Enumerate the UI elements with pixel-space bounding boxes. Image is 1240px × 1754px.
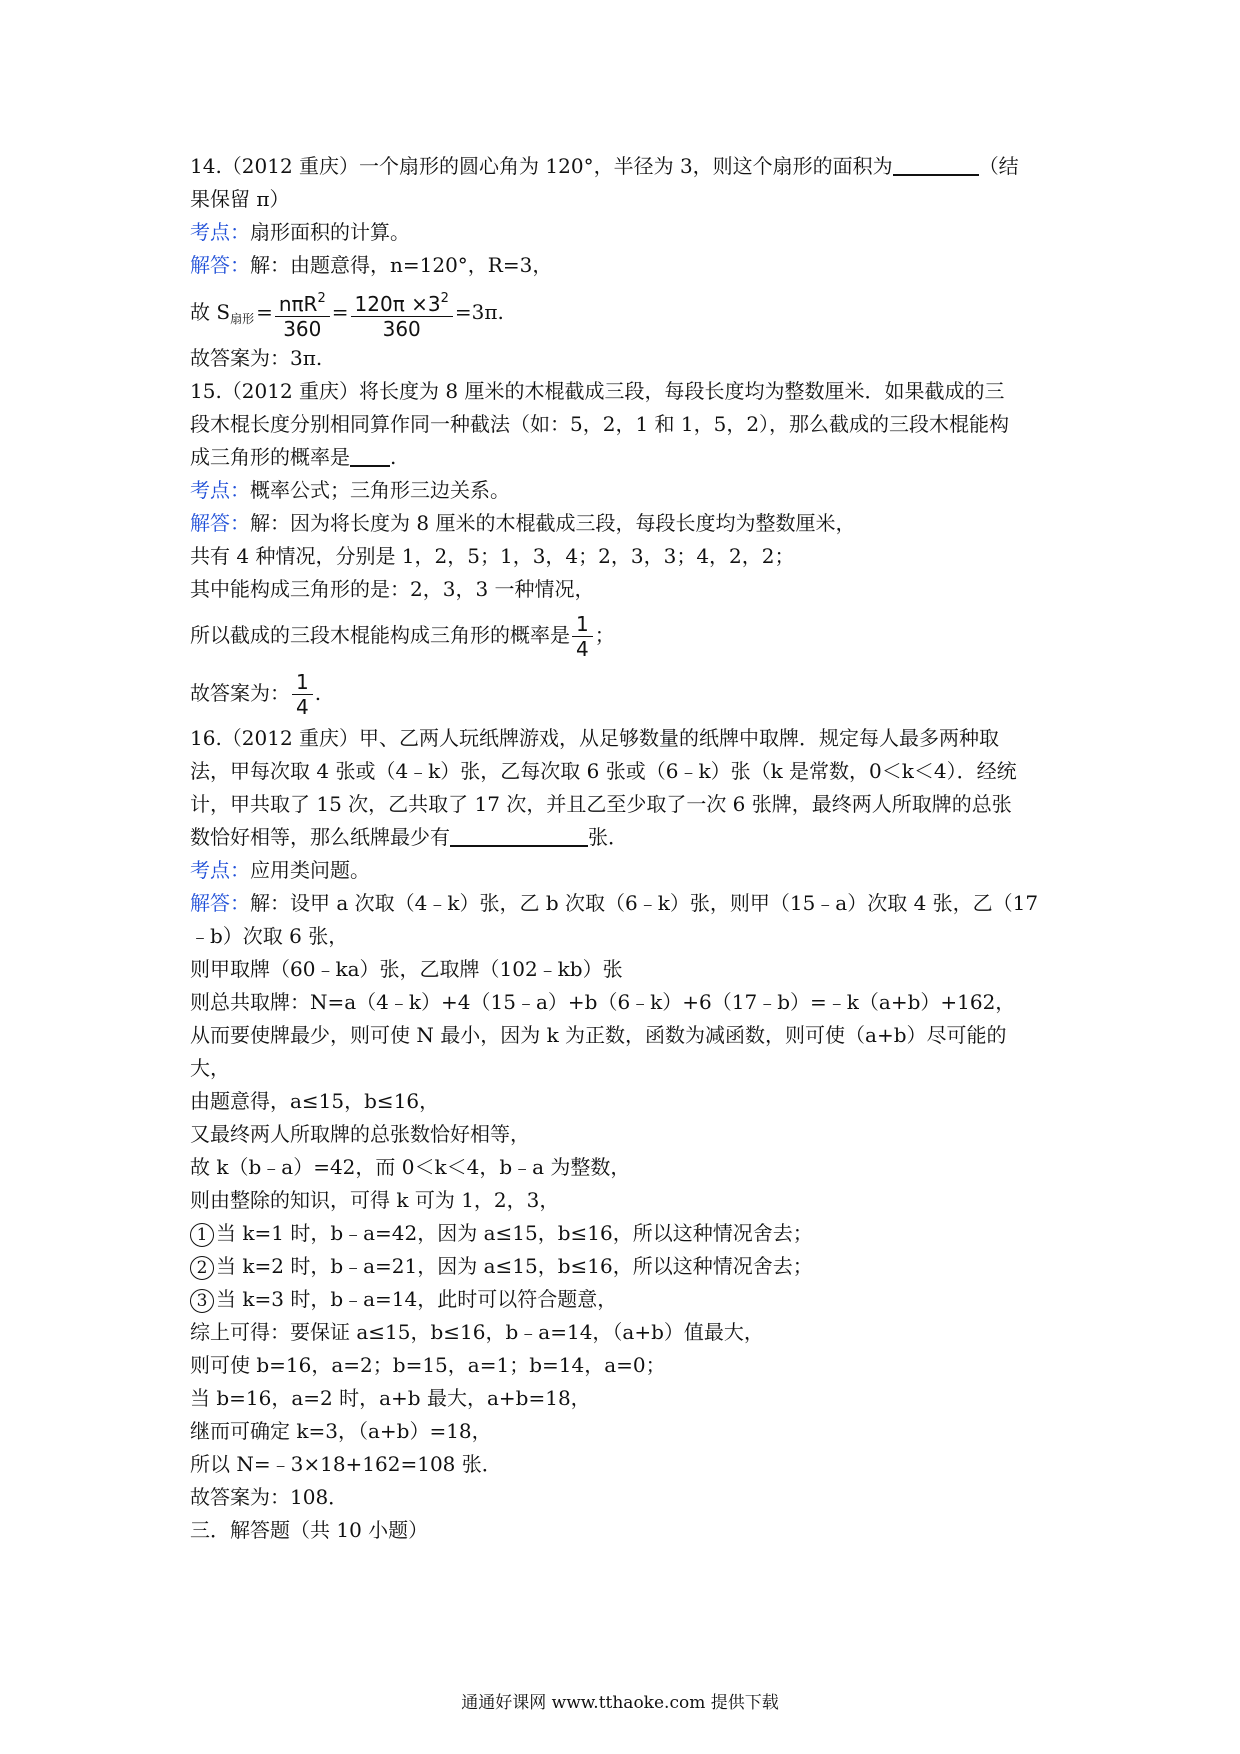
q16-stem-text: 数恰好相等，那么纸牌最少有	[190, 825, 450, 849]
jieda-text: 解：设甲 a 次取（4﹣k）张，乙 b 次取（6﹣k）张，则甲（15﹣a）次取 4 张，乙（17	[250, 891, 1039, 915]
q15-jieda	[190, 507, 1070, 540]
document-body	[190, 150, 1070, 1547]
q15-stem-line-1: 15.（2012 重庆）将长度为 8 厘米的木棍截成三段，每段长度均为整数厘米．如果截成的三	[190, 379, 1005, 403]
fraction-numerator: 1	[292, 670, 313, 695]
q14-jieda	[190, 249, 1070, 282]
q16-jieda	[190, 887, 1070, 920]
q15-solution-line-2: 其中能构成三角形的是：2，3，3 一种情况，	[190, 577, 595, 601]
answer-fraction	[292, 670, 313, 719]
jieda-label: 解答：	[190, 511, 250, 535]
q16-stem-end: 张．	[588, 825, 628, 849]
kaodian-text: 概率公式；三角形三边关系。	[250, 478, 510, 502]
circled-number-1: 1	[190, 1223, 214, 1247]
q15-stem-end: .	[390, 445, 397, 469]
q15-solution-end: ；	[594, 623, 615, 647]
q15-solution-line-1: 共有 4 种情况，分别是 1，2，5；1，3，4；2，3，3；4，2，2；	[190, 544, 795, 568]
formula-equals: =	[256, 300, 273, 324]
q16-stem-line-3: 计，甲共取了 15 次，乙共取了 17 次，并且乙至少取了一次 6 张牌，最终两人所取牌的总张	[190, 792, 1012, 816]
case-text: 当 k=2 时，b﹣a=21，因为 a≤15，b≤16，所以这种情况舍去；	[216, 1254, 813, 1278]
q15-stem-line-3	[190, 441, 1070, 474]
case-text: 当 k=3 时，b﹣a=14，此时可以符合题意，	[216, 1287, 618, 1311]
q16-step: 大，	[190, 1056, 230, 1080]
q16-stem-line-4	[190, 821, 1070, 854]
q16-step: 又最终两人所取牌的总张数恰好相等，	[190, 1122, 530, 1146]
q15-answer	[190, 664, 1070, 722]
q16-step: 综上可得：要保证 a≤15，b≤16，b﹣a=14，（a+b）值最大，	[190, 1320, 764, 1344]
q15-solution-line-3	[190, 606, 1070, 664]
formula-result: =3π.	[454, 300, 504, 324]
jieda-label: 解答：	[190, 891, 250, 915]
formula-equals: =	[331, 300, 349, 324]
q15-solution-text: 所以截成的三段木棍能构成三角形的概率是	[190, 623, 570, 647]
q14-formula	[190, 282, 1070, 342]
q14-stem-text-end: （结	[978, 154, 1019, 178]
q14-stem-line-1	[190, 150, 1070, 183]
jieda-label: 解答：	[190, 253, 250, 277]
kaodian-text: 扇形面积的计算。	[250, 220, 410, 244]
q16-step: 由题意得，a≤15，b≤16，	[190, 1089, 440, 1113]
formula-fraction-1	[275, 287, 330, 341]
q16-step: 继而可确定 k=3，（a+b）=18，	[190, 1419, 492, 1443]
q16-step: 从而要使牌最少，则可使 N 最小，因为 k 为正数，函数为减函数，则可使（a+b）尽可能的	[190, 1023, 1007, 1047]
q16-step: 所以 N=﹣3×18+162=108 张．	[190, 1452, 502, 1476]
q16-stem-line-2: 法，甲每次取 4 张或（4﹣k）张，乙每次取 6 张或（6﹣k）张（k 是常数，0＜k＜4）．经统	[190, 759, 1017, 783]
case-text: 当 k=1 时，b﹣a=42，因为 a≤15，b≤16，所以这种情况舍去；	[216, 1221, 813, 1245]
fraction-denominator: 4	[296, 695, 309, 719]
fraction-numerator: 1	[572, 612, 593, 637]
q15-stem-text: 成三角形的概率是	[190, 445, 350, 469]
q16-kaodian	[190, 854, 1070, 887]
answer-blank	[350, 465, 390, 467]
formula-subscript: 扇形	[230, 312, 255, 326]
q16-case-3	[190, 1283, 1070, 1316]
q16-step: 则甲取牌（60﹣ka）张，乙取牌（102﹣kb）张	[190, 957, 623, 981]
jieda-text: 解：因为将长度为 8 厘米的木棍截成三段，每段长度均为整数厘米，	[250, 511, 856, 535]
formula-fraction-2	[351, 287, 453, 341]
q16-step: 则总共取牌：N=a（4﹣k）+4（15﹣a）+b（6﹣k）+6（17﹣b）=﹣k（a+b）+162，	[190, 990, 1016, 1014]
q14-stem-text: 14.（2012 重庆）一个扇形的圆心角为 120°，半径为 3，则这个扇形的面积为	[190, 154, 893, 178]
circled-number-3: 3	[190, 1289, 214, 1313]
fraction-denominator: 360	[382, 316, 421, 341]
kaodian-label: 考点：	[190, 220, 250, 244]
answer-prefix: 故答案为：	[190, 681, 290, 705]
q16-step: 当 b=16，a=2 时，a+b 最大，a+b=18，	[190, 1386, 591, 1410]
fraction-denominator: 360	[283, 316, 322, 341]
circled-number-2: 2	[190, 1256, 214, 1280]
fraction-numerator: 120π ×3	[354, 291, 441, 316]
q16-case-2	[190, 1250, 1070, 1283]
answer-blank	[893, 174, 979, 176]
exponent: 2	[317, 290, 326, 306]
q16-stem-line-1: 16.（2012 重庆）甲、乙两人玩纸牌游戏，从足够数量的纸牌中取牌．规定每人最多两种取	[190, 726, 1000, 750]
exponent: 2	[440, 290, 449, 306]
jieda-text: 解：由题意得，n=120°，R=3，	[250, 253, 553, 277]
q14-answer: 故答案为：3π.	[190, 346, 323, 370]
q15-kaodian	[190, 474, 1070, 507]
kaodian-text: 应用类问题。	[250, 858, 370, 882]
fraction-denominator: 4	[576, 637, 589, 661]
answer-end: .	[314, 681, 322, 705]
fraction-numerator: nπR	[278, 291, 318, 316]
q16-answer: 故答案为：108．	[190, 1485, 349, 1509]
q15-stem-line-2: 段木棍长度分别相同算作同一种截法（如：5，2，1 和 1，5，2），那么截成的三段木棍能构	[190, 412, 1010, 436]
q16-case-1	[190, 1217, 1070, 1250]
kaodian-label: 考点：	[190, 478, 250, 502]
section-heading: 三．解答题（共 10 小题）	[190, 1518, 429, 1542]
probability-fraction	[572, 612, 593, 661]
formula-prefix: 故 S	[190, 300, 231, 324]
q14-kaodian	[190, 216, 1070, 249]
kaodian-label: 考点：	[190, 858, 250, 882]
answer-blank	[450, 845, 588, 847]
q16-step: 则由整除的知识，可得 k 可为 1，2，3，	[190, 1188, 560, 1212]
q16-step: 故 k（b﹣a）=42，而 0＜k＜4，b﹣a 为整数，	[190, 1155, 631, 1179]
q16-step: 则可使 b=16，a=2；b=15，a=1；b=14，a=0；	[190, 1353, 666, 1377]
q16-step: ﹣b）次取 6 张，	[190, 924, 349, 948]
q14-stem-line-2: 果保留 π）	[190, 187, 290, 211]
page-footer: 通通好课网 www.tthaoke.com 提供下载	[461, 1693, 779, 1713]
